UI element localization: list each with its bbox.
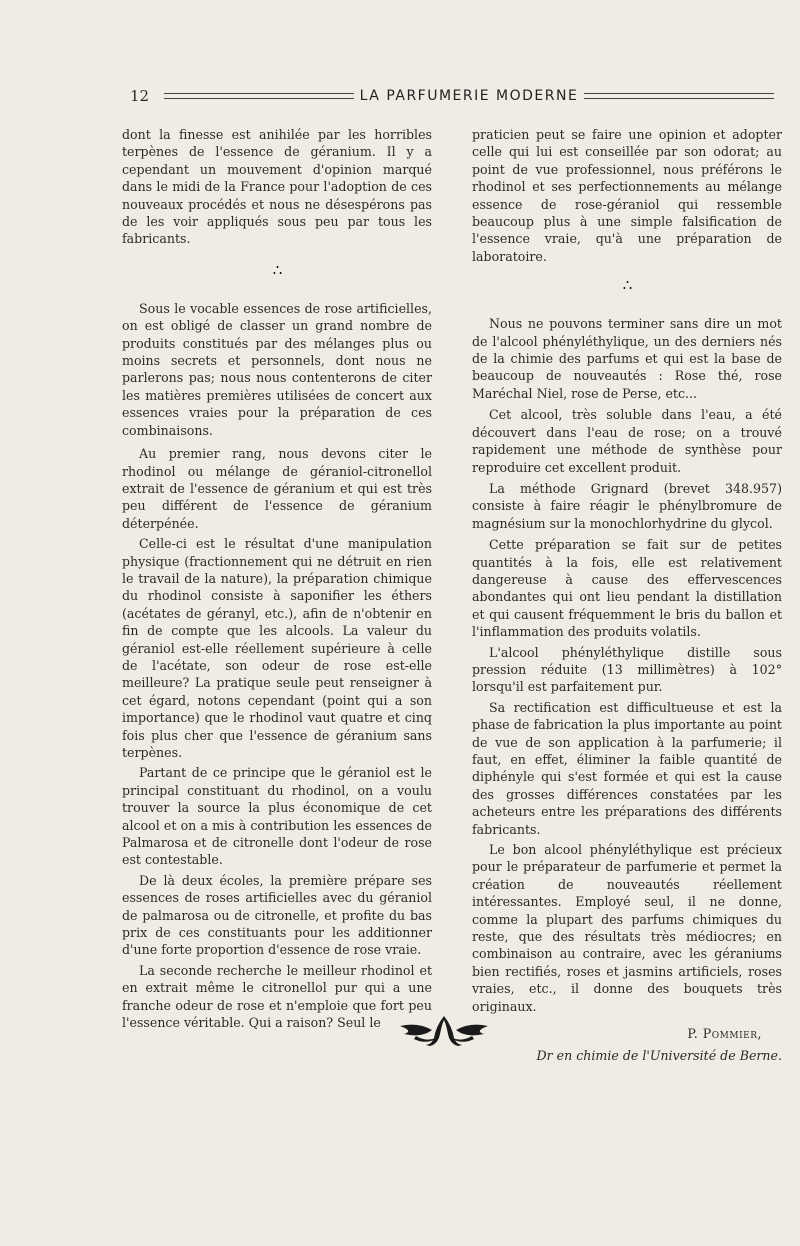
paragraph: Sa rectification est difficultueuse et est la phase de fabrication la plus importante au point de vue de son application à la parfumerie; il faut, en effet, éliminer la faible quantité de diphényle qui s'est formée et qui est la cause des grosses différences constatées par les acheteurs entre les préparations des différents fabricants. [472, 699, 782, 837]
paragraph: De là deux écoles, la première prépare ses essences de roses artificielles avec du géraniol de palmarosa ou de citronelle, et profite du bas prix de ces constituants pour les additionner d'une forte proportion d'essence de rose vraie. [122, 872, 432, 958]
header-rule-right [584, 93, 774, 99]
paragraph: L'alcool phényléthylique distille sous pression réduite (13 millimètres) à 102° lorsqu'il est parfaitement pur. [472, 644, 782, 695]
paragraph: praticien peut se faire une opinion et adopter celle qui lui est conseillée par son odorat; au point de vue professionnel, nous préférons le rhodinol et ses perfectionnements au mélange essence de rose-géraniol qui ressemble beaucoup plus à une simple falsification de l'essence vraie, qu'à une préparation de laboratoire. [472, 127, 782, 264]
page-header [130, 86, 780, 106]
header-rule-left [164, 93, 354, 99]
paragraph: Cet alcool, très soluble dans l'eau, a été découvert dans l'eau de rose; on a trouvé rapidement une méthode de synthèse pour reproduire cet excellent produit. [472, 407, 782, 475]
paragraph: Sous le vocable essences de rose artificielles, on est obligé de classer un grand nombre de produits constitués par des mélanges plus ou moins secrets et personnels, dont nous ne parlerons pas; nous nous contenterons de citer les matières premières utilisées de concert aux essences vraies pour la préparation de ces combinaisons. [122, 300, 432, 438]
paragraph: Au premier rang, nous devons citer le rhodinol ou mélange de géraniol-citronellol extrait de l'essence de géranium et qui est très peu différent de l'essence de géranium déterpénée. [122, 446, 432, 531]
running-title: LA PARFUMERIE MODERNE [359, 88, 579, 104]
paragraph: dont la finesse est anihilée par les horribles terpènes de l'essence de géranium. Il y a cependant un mouvement d'opinion marqué dans le midi de la France pour l'adoption de ces nouveaux procédés et nous ne désespérons pas de les voir appliqués sous peu par tous les fabricants. [122, 127, 432, 247]
dinkus-ornament: ∴ [622, 276, 632, 295]
paragraph: Partant de ce principe que le géraniol est le principal constituant du rhodinol, on a voulu trouver la source la plus économique de cet alcool et on a mis à contribution les essences de Palmarosa et de citronelle dont l'odeur de rose est contestable. [122, 765, 432, 868]
paragraph: La seconde recherche le meilleur rhodinol et en extrait même le citronellol pur qui a une franche odeur de rose et n'emploie que fort peu l'essence véritable. Qui a raison? Seul le [122, 962, 432, 1031]
dinkus-ornament: ∴ [272, 260, 282, 279]
right-column [472, 126, 782, 1064]
tailpiece-ornament-icon [396, 1012, 492, 1048]
left-column [122, 126, 432, 1032]
author-signature: P. Pommier, [687, 1026, 762, 1042]
paragraph: Nous ne pouvons terminer sans dire un mot de l'alcool phényléthylique, un des derniers nés de la chimie des parfums et qui est la base de beaucoup de nouveautés : Rose thé, rose Maréchal Niel, rose de Perse, etc... [472, 316, 782, 401]
paragraph: Le bon alcool phényléthylique est précieux pour le préparateur de parfumerie et permet la création de nouveautés réellement intéressantes. Employé seul, il ne donne, comme la plupart des parfums chimiques du reste, que des résultats très médiocres; en combinaison au contraire, avec les géraniums bien rectifiés, roses et jasmins artificiels, roses vraies, etc., il donne des bouquets très originaux. [472, 842, 782, 1014]
paragraph: Cette préparation se fait sur de petites quantités à la fois, elle est relativement dangereuse à cause des effervescences abondantes qui ont lieu pendant la distillation et qui causent fréquemment le bris du ballon et l'inflammation des produits volatils. [472, 537, 782, 640]
paragraph: Celle-ci est le résultat d'une manipulation physique (fractionnement qui ne détruit en rien le travail de la nature), la préparation chimique du rhodinol consiste à saponifier les éthers (acétates de géranyl, etc.), afin de n'obtenir en fin de compte que les alcools. La valeur du géraniol est-elle réellement supérieure à celle de l'acétate, son odeur de rose est-elle meilleure? La pratique seule peut renseigner à cet égard, notons cependant (point qui a son importance) que le rhodinol vaut quatre et cinq fois plus cher que l'essence de géranium sans terpènes. [122, 536, 432, 760]
author-affiliation: Dr en chimie de l'Université de Berne. [536, 1047, 782, 1063]
page-number: 12 [130, 87, 150, 105]
paragraph: La méthode Grignard (brevet 348.957) consiste à faire réagir le phénylbromure de magnésium sur la monochlorhydrine du glycol. [472, 480, 782, 531]
